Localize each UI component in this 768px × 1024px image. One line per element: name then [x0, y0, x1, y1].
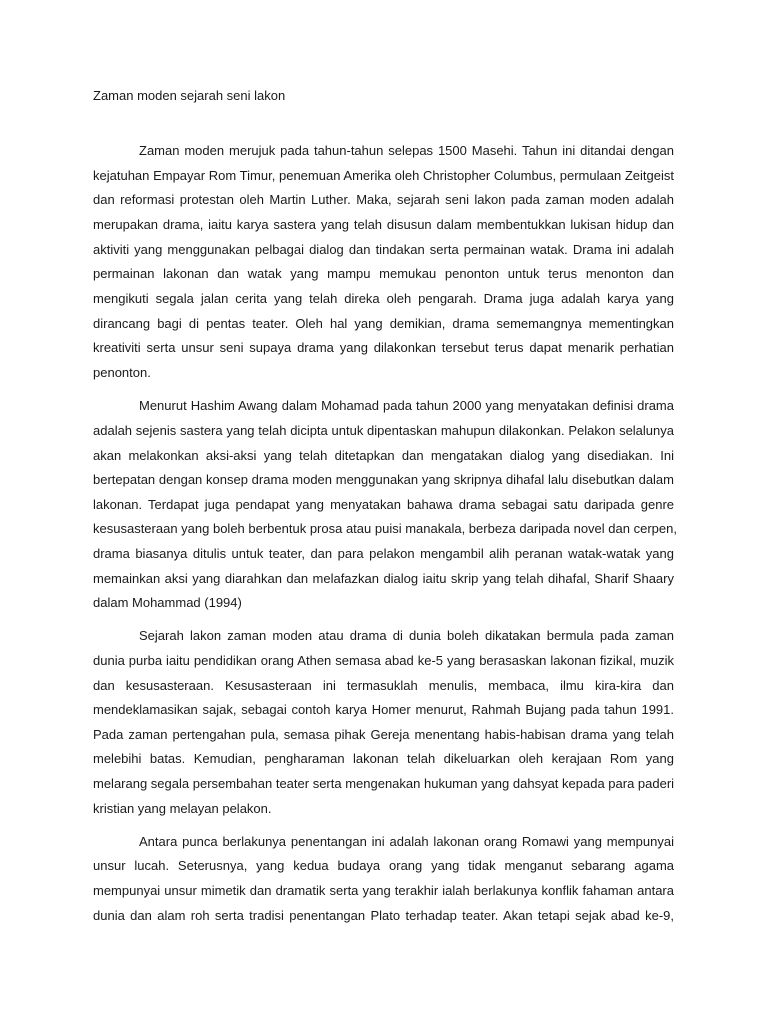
paragraph-2-line-4: bertepatan dengan konsep drama moden menggunakan yang skripnya dihafal lalu disebutkan dalam	[93, 472, 674, 487]
paragraph-3-line-1: Sejarah lakon zaman moden atau drama di dunia boleh dikatakan bermula pada zaman	[139, 628, 674, 643]
paragraph-1-line-2: kejatuhan Empayar Rom Timur, penemuan Amerika oleh Christopher Columbus, permulaan Zeitgeist	[93, 168, 674, 183]
document-title: Zaman moden sejarah seni lakon	[93, 88, 286, 103]
paragraph-3-line-3: dan kesusasteraan. Kesusasteraan ini termasuklah menulis, membaca, ilmu kira-kira dan	[93, 678, 674, 693]
paragraph-1-line-5: aktiviti yang menggunakan pelbagai dialog dan tindakan serta permainan watak. Drama ini adalah	[93, 242, 674, 257]
paragraph-4-line-2: unsur lucah. Seterusnya, yang kedua budaya orang yang tidak menganut sebarang agama	[93, 858, 674, 873]
paragraph-1-line-7: mengikuti segala jalan cerita yang telah direka oleh pengarah. Drama juga adalah karya yang	[93, 291, 674, 306]
paragraph-1-line-4: merupakan drama, iaitu karya sastera yang telah disusun dalam membentukkan lukisan hidup dan	[93, 217, 674, 232]
paragraph-1-line-6: permainan lakonan dan watak yang mampu memukau penonton untuk terus menonton dan	[93, 266, 674, 281]
paragraph-4-line-4: dunia dan alam roh serta tradisi penentangan Plato terhadap teater. Akan tetapi sejak abad ke-9,	[93, 908, 674, 923]
paragraph-3-line-7: melarang segala persembahan teater serta mengenakan hukuman yang dahsyat kepada para paderi	[93, 776, 675, 791]
paragraph-3-line-6: melebihi batas. Kemudian, pengharaman lakonan telah dikeluarkan oleh kerajaan Rom yang	[93, 751, 674, 766]
paragraph-3-line-4: mendeklamasikan sajak, sebagai contoh karya Homer menurut, Rahmah Bujang pada tahun 1991.	[93, 702, 674, 717]
paragraph-2-line-1: Menurut Hashim Awang dalam Mohamad pada tahun 2000 yang menyatakan definisi drama	[139, 398, 674, 413]
paragraph-1-line-3: dan reformasi protestan oleh Martin Luther. Maka, sejarah seni lakon pada zaman moden adalah	[93, 192, 674, 207]
paragraph-3-line-2: dunia purba iaitu pendidikan orang Athen semasa abad ke-5 yang berasaskan lakonan fizikal, muzik	[93, 653, 674, 668]
paragraph-2-line-5: lakonan. Terdapat juga pendapat yang menyatakan bahawa drama sebagai satu daripada genre	[93, 497, 674, 512]
paragraph-1-line-8: dirancang bagi di pentas teater. Oleh hal yang demikian, drama sememangnya mementingkan	[93, 316, 674, 331]
paragraph-3-line-5: Pada zaman pertengahan pula, semasa pihak Gereja menentang habis-habisan drama yang telah	[93, 727, 674, 742]
paragraph-2-line-2: adalah sejenis sastera yang telah dicipta untuk dipentaskan mahupun dilakonkan. Pelakon selalunya	[93, 423, 674, 438]
paragraph-4-line-1: Antara punca berlakunya penentangan ini adalah lakonan orang Romawi yang mempunyai	[139, 834, 674, 849]
paragraph-1-line-1: Zaman moden merujuk pada tahun-tahun selepas 1500 Masehi. Tahun ini ditandai dengan	[139, 143, 674, 158]
paragraph-2-line-9: dalam Mohammad (1994)	[93, 595, 242, 610]
paragraph-1-line-9: kreativiti serta unsur seni supaya drama yang dilakonkan tersebut terus dapat menarik perhatian	[93, 340, 674, 355]
paragraph-4-line-3: mempunyai unsur mimetik dan dramatik serta yang terakhir ialah berlakunya konflik fahaman antara	[93, 883, 674, 898]
paragraph-3-line-8: kristian yang melayan pelakon.	[93, 801, 272, 816]
paragraph-1-line-10: penonton.	[93, 365, 151, 380]
paragraph-2-line-6: kesusasteraan yang boleh berbentuk prosa atau puisi manakala, berbeza daripada novel dan cerpen,	[93, 521, 677, 536]
paragraph-2-line-3: akan melakonkan aksi-aksi yang telah ditetapkan dan mengatakan dialog yang disediakan. Ini	[93, 448, 674, 463]
paragraph-2-line-8: memainkan aksi yang diarahkan dan melafazkan dialog iaitu skrip yang telah dihafal, Sharif Shaary	[93, 571, 674, 586]
paragraph-2-line-7: drama biasanya ditulis untuk teater, dan para pelakon mengambil alih peranan watak-watak yang	[93, 546, 674, 561]
